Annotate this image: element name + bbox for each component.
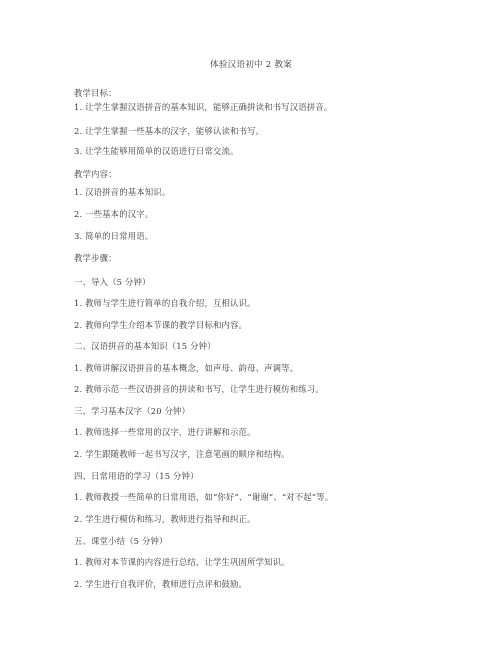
step5-item-2: 2. 学生进行自我评价，教师进行点评和鼓励。 bbox=[74, 579, 248, 589]
content-item-3: 3. 简单的日常用语。 bbox=[74, 231, 154, 241]
step4-heading: 四、日常用语的学习（15 分钟） bbox=[74, 471, 199, 481]
objective-item-1: 1. 让学生掌握汉语拼音的基本知识，能够正确拼读和书写汉语拼音。 bbox=[74, 102, 333, 112]
objectives-heading: 教学目标： bbox=[74, 88, 117, 98]
step2-heading: 二、汉语拼音的基本知识（15 分钟） bbox=[74, 341, 216, 351]
step3-item-2: 2. 学生跟随教师一起书写汉字，注意笔画的顺序和结构。 bbox=[74, 449, 290, 459]
content-heading: 教学内容： bbox=[74, 169, 117, 179]
content-item-2: 2. 一些基本的汉字。 bbox=[74, 209, 154, 219]
step2-item-1: 1. 教师讲解汉语拼音的基本概念，如声母、韵母、声调等。 bbox=[74, 363, 299, 373]
document-title: 体验汉语初中 2 教案 bbox=[210, 60, 292, 70]
content-item-1: 1. 汉语拼音的基本知识。 bbox=[74, 187, 171, 197]
step4-item-2: 2. 学生进行模仿和练习，教师进行指导和纠正。 bbox=[74, 514, 256, 524]
steps-heading: 教学步骤： bbox=[74, 253, 117, 263]
step5-item-1: 1. 教师对本节课的内容进行总结，让学生巩固所学知识。 bbox=[74, 557, 290, 567]
step3-heading: 三、学习基本汉字（20 分钟） bbox=[74, 406, 191, 416]
step1-heading: 一、导入（5 分钟） bbox=[74, 277, 151, 287]
step1-item-2: 2. 教师向学生介绍本节课的教学目标和内容。 bbox=[74, 320, 248, 330]
objective-item-3: 3. 让学生能够用简单的汉语进行日常交流。 bbox=[74, 146, 239, 156]
objective-item-2: 2. 让学生掌握一些基本的汉字，能够认读和书写。 bbox=[74, 126, 265, 136]
step4-item-1: 1. 教师教授一些简单的日常用语，如“你好”、“谢谢”、“对不起”等。 bbox=[74, 492, 334, 502]
step3-item-1: 1. 教师选择一些常用的汉字，进行讲解和示范。 bbox=[74, 427, 256, 437]
step1-item-1: 1. 教师与学生进行简单的自我介绍，互相认识。 bbox=[74, 298, 256, 308]
step5-heading: 五、课堂小结（5 分钟） bbox=[74, 536, 168, 546]
step2-item-2: 2. 教师示范一些汉语拼音的拼读和书写，让学生进行模仿和练习。 bbox=[74, 384, 324, 394]
